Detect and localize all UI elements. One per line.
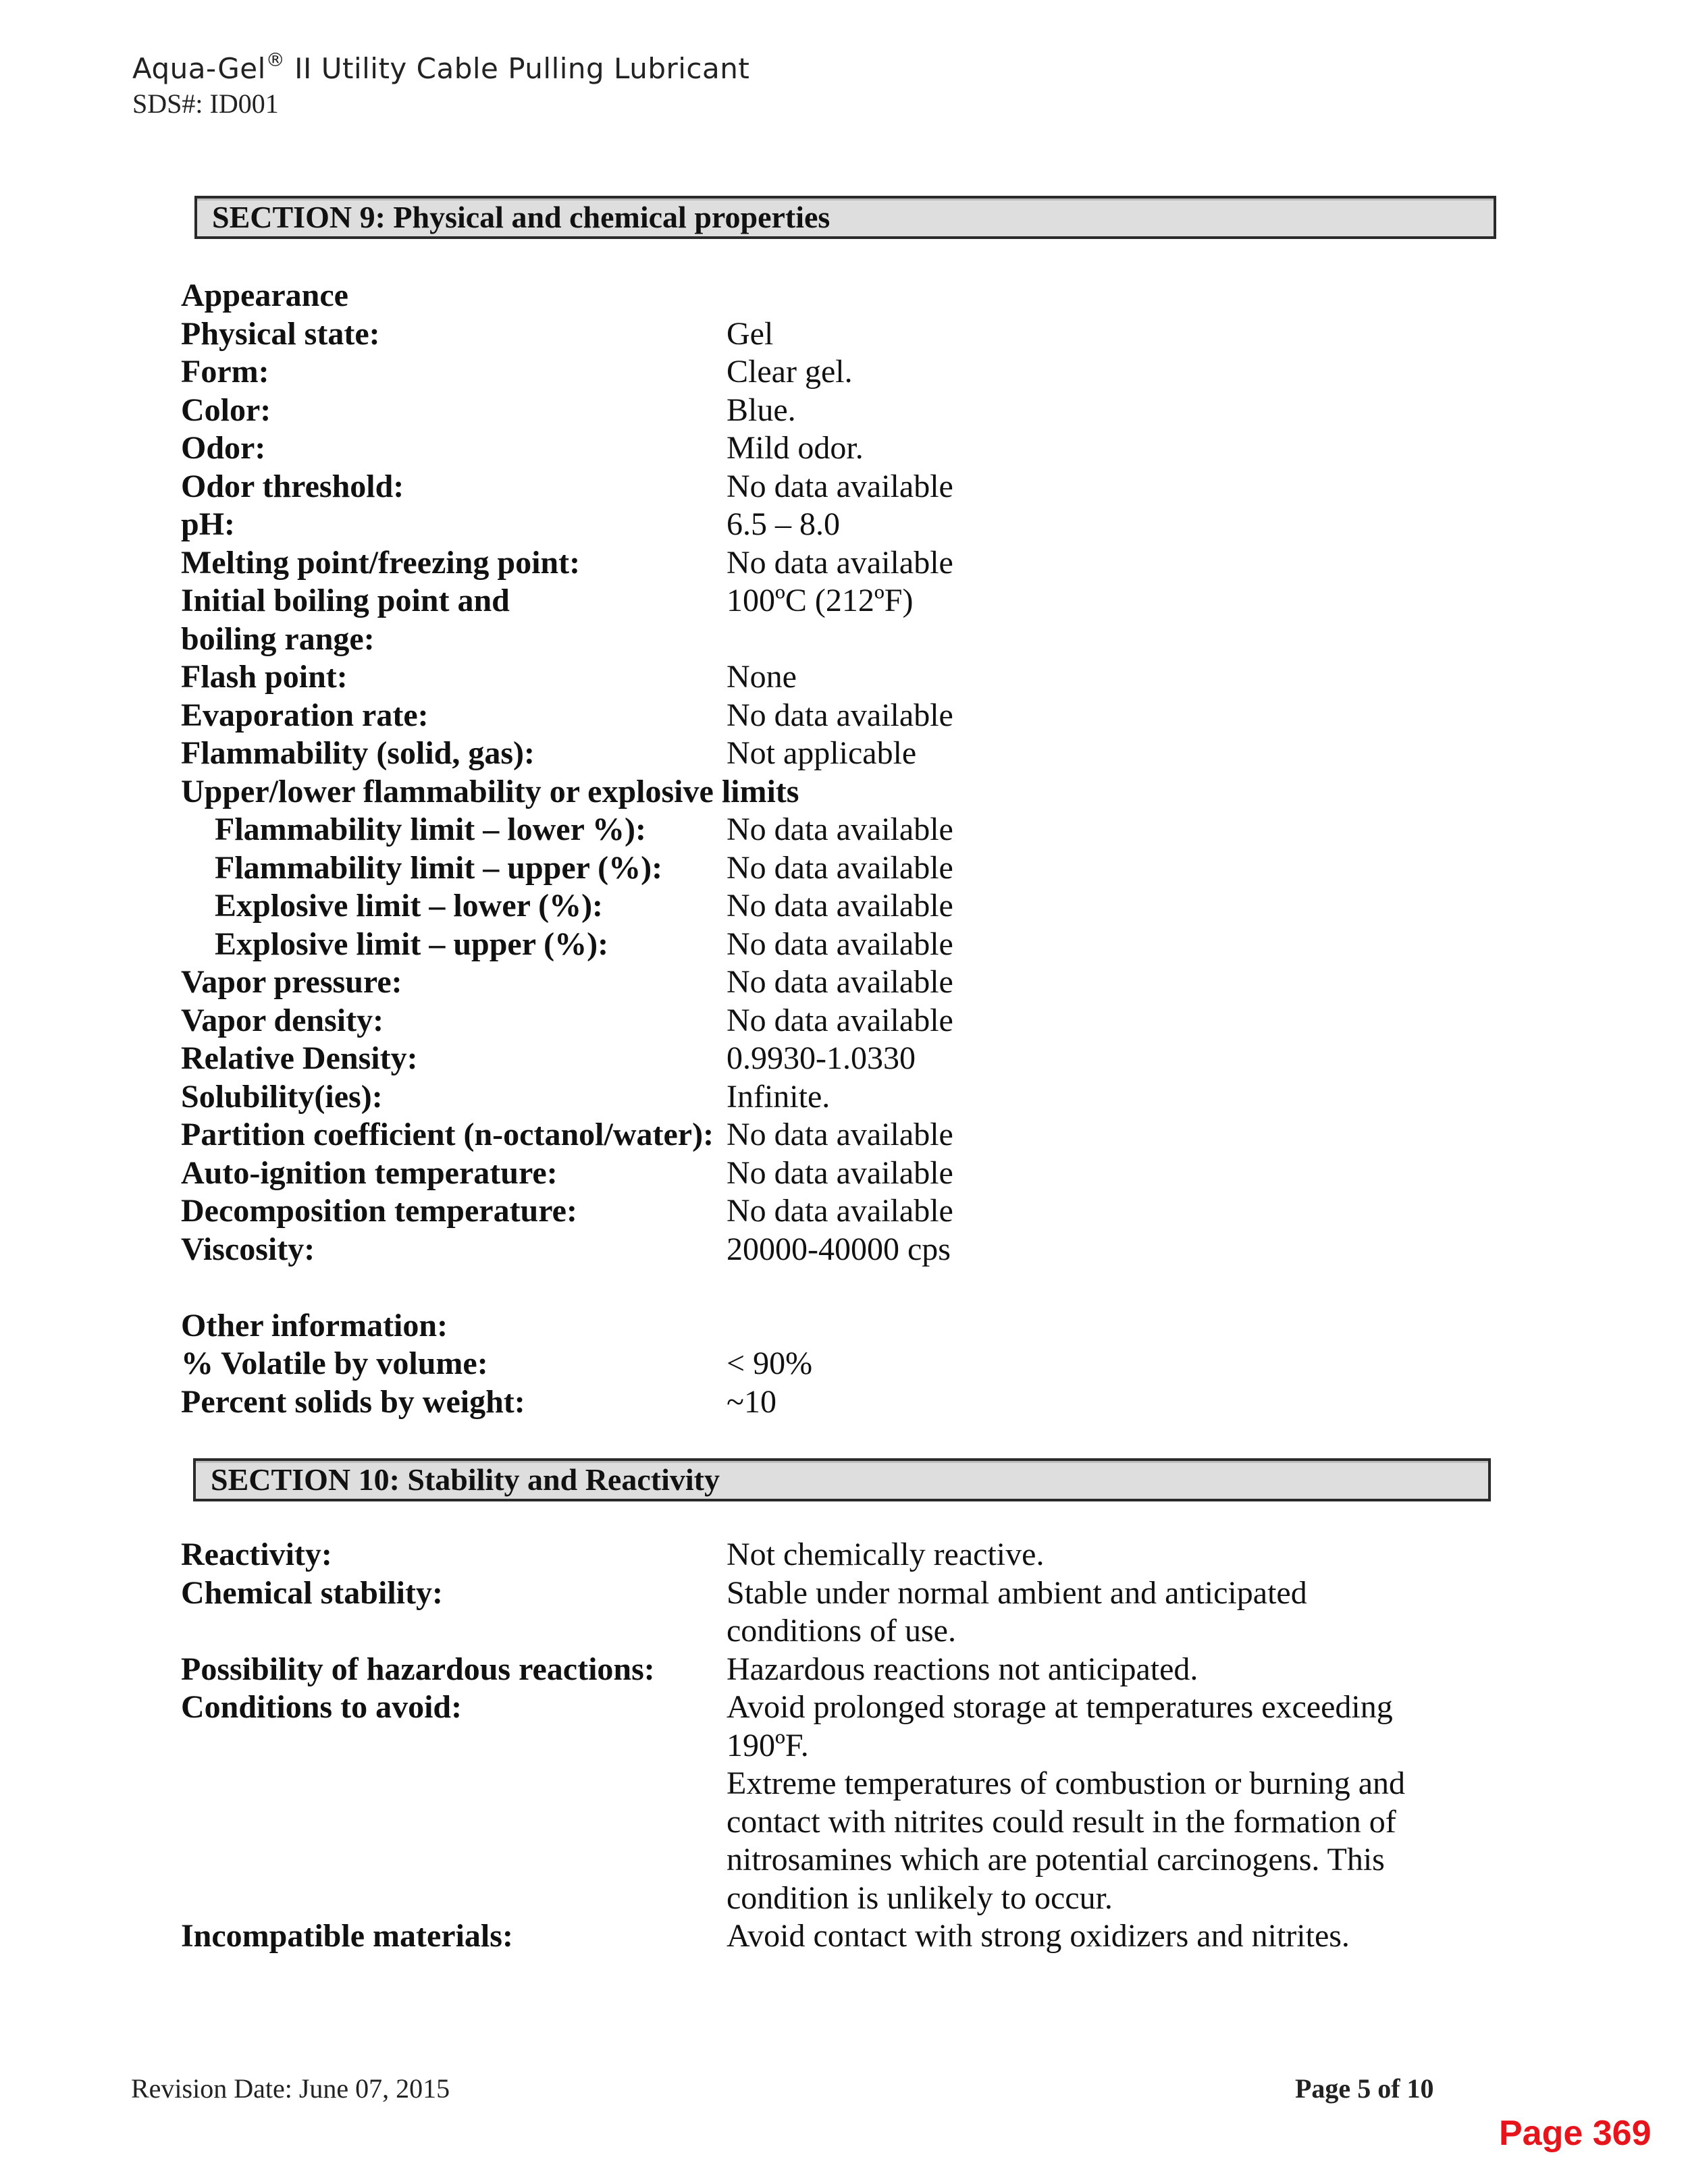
property-value: 20000-40000 cps xyxy=(727,1231,951,1267)
registered-mark: ® xyxy=(265,49,286,71)
property-value: No data available xyxy=(727,811,953,847)
property-value: No data available xyxy=(727,1002,953,1038)
property-value: Clear gel. xyxy=(727,354,853,390)
property-label: Vapor density: xyxy=(181,1002,384,1038)
property-label: Partition coefficient (n-octanol/water): xyxy=(181,1117,714,1152)
property-label: Form: xyxy=(181,354,269,390)
property-label: Appearance xyxy=(181,277,348,313)
property-label: Flash point: xyxy=(181,659,348,695)
document-header xyxy=(132,50,749,120)
property-label: Percent solids by weight: xyxy=(181,1383,525,1420)
property-label: Flammability (solid, gas): xyxy=(181,735,535,771)
property-label: Odor threshold: xyxy=(181,468,404,504)
property-value: 100ºC (212ºF) xyxy=(727,583,914,618)
incompatible-materials-row xyxy=(181,1917,1631,1956)
property-label: Reactivity: xyxy=(181,1537,332,1572)
property-value: < 90% xyxy=(727,1346,813,1381)
property-value: Blue. xyxy=(727,392,796,428)
property-value: No data available xyxy=(727,964,953,1000)
hazardous-reactions-row xyxy=(181,1651,1631,1689)
property-label: boiling range: xyxy=(181,620,375,657)
revision-date: Revision Date: June 07, 2015 xyxy=(131,2073,450,2104)
property-label: Conditions to avoid: xyxy=(181,1689,463,1725)
conditions-to-avoid-row xyxy=(181,1688,1631,1917)
property-value: No data available xyxy=(727,849,953,886)
property-value: Extreme temperatures of combustion or burning and contact with nitrites could result in the formation of nitrosamines which are potential carcinogens. This condition is unlikely to occur. xyxy=(727,1765,1406,1916)
property-value: No data available xyxy=(727,544,953,581)
property-value: No data available xyxy=(727,888,953,924)
section-9-title: SECTION 9: Physical and chemical properties xyxy=(212,200,830,234)
product-name: Aqua-Gel xyxy=(132,52,266,85)
property-label: Other information: xyxy=(181,1307,448,1343)
property-label: Evaporation rate: xyxy=(181,697,429,733)
property-value: None xyxy=(727,659,797,695)
property-value: Gel xyxy=(727,315,774,352)
property-value: No data available xyxy=(727,1117,953,1152)
sds-number: SDS#: ID001 xyxy=(132,88,279,119)
property-value: Infinite. xyxy=(727,1078,830,1115)
property-value: No data available xyxy=(727,926,953,962)
property-label: pH: xyxy=(181,506,236,542)
property-value: No data available xyxy=(727,697,953,733)
property-value: Not applicable xyxy=(727,735,917,771)
property-value: 0.9930-1.0330 xyxy=(727,1040,916,1076)
property-label: Initial boiling point and xyxy=(181,583,510,618)
property-label: Viscosity: xyxy=(181,1231,315,1267)
property-label: Decomposition temperature: xyxy=(181,1193,577,1229)
product-title xyxy=(132,50,749,88)
property-value: No data available xyxy=(727,1193,953,1229)
chemical-stability-row xyxy=(181,1574,1631,1651)
property-value: ~10 xyxy=(727,1383,776,1420)
section-10-header xyxy=(193,1458,1491,1501)
property-label: Vapor pressure: xyxy=(181,964,402,1000)
property-value: No data available xyxy=(727,468,953,504)
property-value: Stable under normal ambient and anticipated conditions of use. xyxy=(727,1574,1307,1649)
property-label: Chemical stability: xyxy=(181,1574,443,1611)
section-9-header xyxy=(194,196,1496,239)
stability-reactivity-table xyxy=(181,1536,1631,1956)
page-stamp: Page 369 xyxy=(1499,2114,1652,2153)
property-label: Physical state: xyxy=(181,315,380,352)
property-value: Avoid prolonged storage at temperatures exceeding 190ºF. xyxy=(727,1689,1393,1763)
property-value: Hazardous reactions not anticipated. xyxy=(727,1651,1198,1687)
property-label: Flammability limit – lower %): xyxy=(215,811,646,847)
section-10-title: SECTION 10: Stability and Reactivity xyxy=(211,1462,720,1497)
property-value: No data available xyxy=(727,1154,953,1191)
property-label: Auto-ignition temperature: xyxy=(181,1154,558,1191)
property-value: 6.5 – 8.0 xyxy=(727,506,840,542)
reactivity-row xyxy=(181,1536,1631,1574)
property-label: Explosive limit – lower (%): xyxy=(215,888,604,924)
property-value: Mild odor. xyxy=(727,430,864,466)
property-value: Avoid contact with strong oxidizers and nitrites. xyxy=(727,1918,1350,1954)
property-label: Relative Density: xyxy=(181,1040,418,1076)
page-number: Page 5 of 10 xyxy=(1295,2073,1434,2104)
property-label: Flammability limit – upper (%): xyxy=(215,849,663,886)
property-label: Possibility of hazardous reactions: xyxy=(181,1651,655,1687)
property-label: Upper/lower flammability or explosive limits xyxy=(181,773,799,809)
property-label: Solubility(ies): xyxy=(181,1078,383,1115)
property-label: Odor: xyxy=(181,430,266,466)
property-label: Incompatible materials: xyxy=(181,1918,513,1954)
property-value: Not chemically reactive. xyxy=(727,1537,1045,1572)
product-suffix: II Utility Cable Pulling Lubricant xyxy=(285,52,750,85)
property-label: % Volatile by volume: xyxy=(181,1346,488,1381)
property-label: Explosive limit – upper (%): xyxy=(215,926,609,962)
property-label: Melting point/freezing point: xyxy=(181,544,581,581)
property-label: Color: xyxy=(181,392,271,428)
